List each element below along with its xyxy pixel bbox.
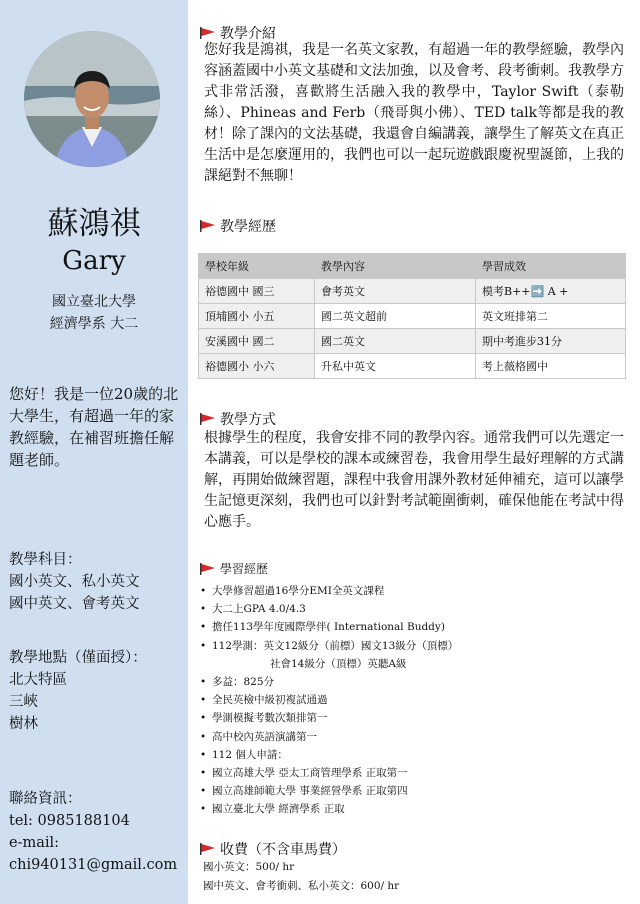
contact-email[interactable]: chi940131@gmail.com [9, 857, 178, 873]
section-title-text: 教學經歷 [220, 219, 276, 235]
table-header-row [199, 254, 626, 279]
fee-list [203, 858, 399, 896]
department-name: 經濟學系 大二 [49, 316, 139, 332]
list-item: • 高中校內英語演講第一 [200, 730, 317, 743]
subject-item: 國中英文、會考英文 [9, 596, 140, 612]
table-cell: 升私中英文 [315, 354, 476, 379]
subjects-label: 教學科目： [9, 552, 82, 568]
section-title-text: 教學介紹 [220, 26, 276, 42]
list-item: • 學測模擬考數次類排第一 [200, 712, 328, 725]
intro-paragraph: 您好我是鴻祺，我是一名英文家教，有超過一年的教學經驗，教學內容涵蓋國中小英文基礎和文法加強，以及會考、段考衝刺。我教學方式非常活潑，喜歡將生活融入我的教學中，Taylor Swift（泰勒絲）、Phineas and Ferb（飛哥與小佛）、TED talk等都是我的教材！除了課內的文法基礎，我還會自編講義，讓學生了解英文在真正生活中是怎麼運用的，我們也可以一起玩遊戲跟慶祝聖誕節，上我的課絕對不無聊！ [204, 42, 624, 184]
subjects-block [9, 549, 185, 615]
contact-email-label: e-mail: [9, 835, 60, 851]
table-header-cell: 學校年級 [199, 254, 315, 279]
list-item: • 大二上GPA 4.0/4.3 [200, 603, 306, 616]
table-cell: 英文班排第二 [476, 304, 626, 329]
list-item: 社會14級分（頂標）英聽A級 [270, 657, 407, 670]
flag-icon [200, 27, 216, 39]
location-item: 三峽 [9, 694, 38, 710]
section-title-text: 教學方式 [220, 412, 276, 428]
contact-block [9, 788, 185, 876]
section-title-learning [200, 560, 268, 577]
profile-sidebar [0, 0, 188, 904]
location-item: 樹林 [9, 716, 38, 732]
fee-item: 國小英文：500/ hr [203, 861, 295, 873]
table-cell: 頂埔國小 小五 [199, 304, 315, 329]
school-name: 國立臺北大學 [52, 294, 136, 310]
self-intro: 您好！我是一位20歲的北大學生，有超過一年的家教經驗，在補習班擔任解題老師。 [9, 385, 179, 469]
section-title-text: 學習經歷 [220, 562, 269, 576]
table-row [199, 279, 626, 304]
list-item: • 國立高雄師範大學 事業經營學系 正取第四 [200, 785, 408, 798]
flag-icon [200, 413, 216, 425]
list-item: • 112 個人申請： [200, 748, 288, 761]
section-title-fee [200, 839, 346, 859]
school-info [0, 291, 188, 335]
list-item: • 全民英檢中級初複試通過 [200, 694, 328, 707]
learning-list [200, 582, 630, 819]
list-item: • 大學修習超過16學分EMI全英文課程 [200, 585, 385, 597]
list-item: • 112學測：英文12級分（前標）國文13級分（頂標） [200, 639, 459, 652]
table-cell: 裕德國中 國三 [199, 279, 315, 304]
method-paragraph: 根據學生的程度，我會安排不同的教學內容。通常我們可以先選定一本講義，可以是學校的課本或練習卷，我會用學生最好理解的方式講解，再開始做練習題，課程中我會用課外教材延伸補充，這可以讓學生記憶更深刻，我們也可以針對考試範圍衝刺，確保他能在考試中得心應手。 [204, 430, 624, 530]
table-cell: 模考B++➡️ A + [476, 279, 626, 304]
table-cell: 會考英文 [315, 279, 476, 304]
section-title-history [200, 216, 276, 236]
list-item: • 國立高雄大學 亞太工商管理學系 正取第一 [200, 767, 408, 780]
contact-tel[interactable]: tel: 0985188104 [9, 813, 130, 829]
flag-icon [200, 843, 216, 855]
flag-icon [200, 563, 216, 575]
location-item: 北大特區 [9, 672, 67, 688]
table-row [199, 329, 626, 354]
section-title-method [200, 409, 276, 429]
contact-label: 聯絡資訊： [9, 791, 82, 807]
profile-photo [24, 31, 160, 167]
table-cell: 期中考進步31分 [476, 329, 626, 354]
name-english: Gary [62, 246, 126, 276]
table-header-cell: 教學內容 [315, 254, 476, 279]
list-item: • 多益：825分 [200, 676, 275, 689]
table-cell: 國二英文超前 [315, 304, 476, 329]
table-cell: 國二英文 [315, 329, 476, 354]
table-cell: 裕德國小 小六 [199, 354, 315, 379]
table-header-cell: 學習成效 [476, 254, 626, 279]
table-row [199, 304, 626, 329]
subject-item: 國小英文、私小英文 [9, 574, 140, 590]
locations-block [9, 647, 185, 735]
locations-label: 教學地點（僅面授）： [9, 650, 147, 666]
table-row [199, 354, 626, 379]
list-item: • 國立臺北大學 經濟學系 正取 [200, 803, 345, 816]
fee-item: 國中英文、會考衝刺、私小英文：600/ hr [203, 880, 400, 892]
list-item: • 擔任113學年度國際學伴( International Buddy) [200, 621, 445, 634]
table-cell: 考上薇格國中 [476, 354, 626, 379]
flag-icon [200, 220, 216, 232]
section-title-text: 收費（不含車馬費） [220, 842, 346, 858]
name-chinese: 蘇鴻祺 [47, 206, 141, 242]
table-cell: 安溪國中 國二 [199, 329, 315, 354]
teaching-history-table [198, 253, 626, 379]
